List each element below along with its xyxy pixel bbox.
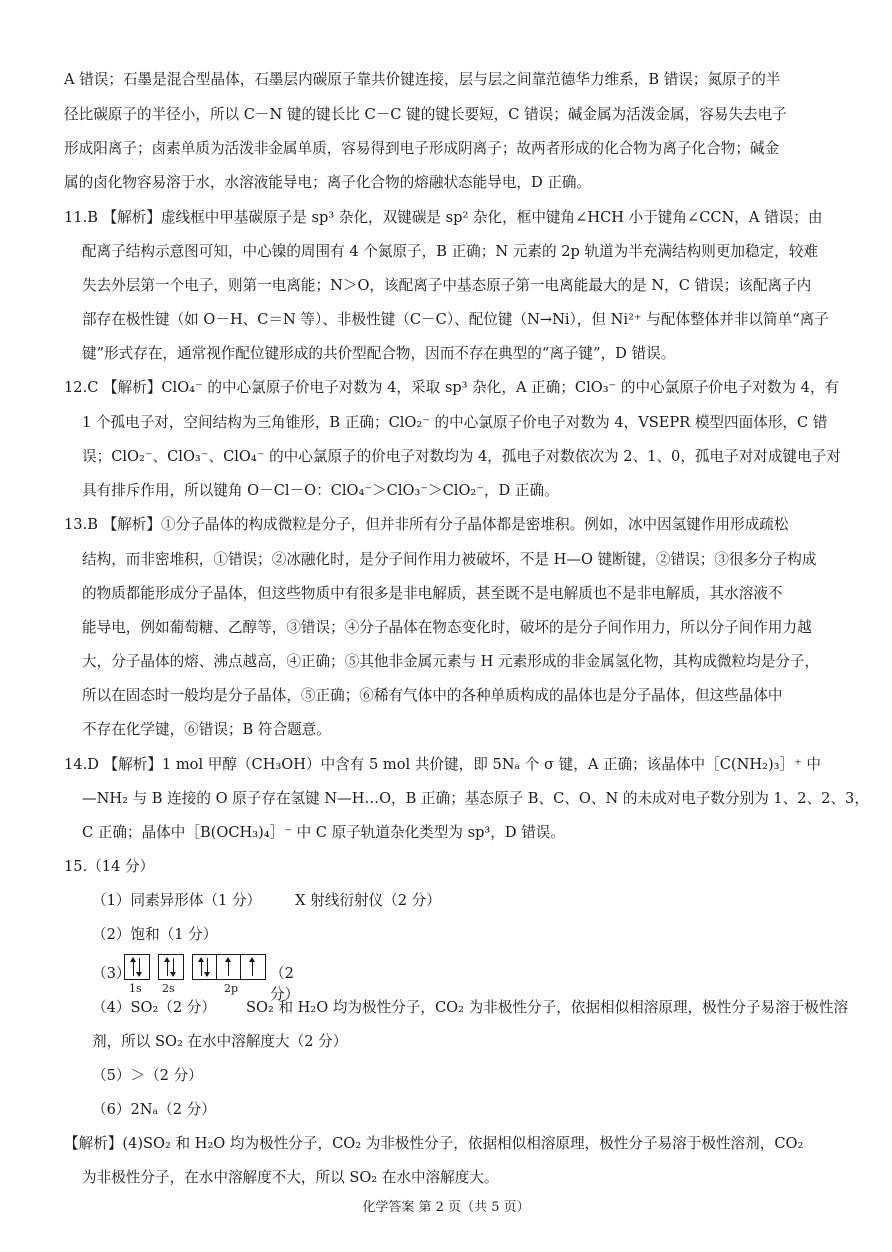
answer-4-continued: 剂，所以 SO₂ 在水中溶解度大（2 分） xyxy=(92,1033,348,1050)
text-line: 不存在化学键，⑥错误；B 符合题意。 xyxy=(82,721,331,738)
answer-1 xyxy=(92,891,441,911)
question-15-heading: 15.（14 分） xyxy=(64,858,155,875)
orbital-2s-box xyxy=(158,954,184,980)
spin-down-arrow xyxy=(139,958,140,976)
answer-6: （6）2Nₐ（2 分） xyxy=(92,1101,216,1118)
spin-down-arrow xyxy=(207,958,208,976)
text-line: 属的卤化物容易溶于水，水溶液能导电；离子化合物的熔融状态能导电，D 正确。 xyxy=(64,174,592,191)
text-line: 结构，而非密堆积，①错误；②冰融化时，是分子间作用力被破坏，不是 H—O 键断键，②错误；③很多分子构成 xyxy=(82,551,817,568)
text-line: 的物质都能形成分子晶体，但这些物质中有很多是非电解质，甚至既不是电解质也不是非电解质，其水溶液不 xyxy=(82,585,783,602)
answer-4 xyxy=(92,998,848,1018)
analysis-line: 【解析】(4)SO₂ 和 H₂O 均为极性分子，CO₂ 为非极性分子，依据相似相溶原理，极性分子易溶于极性溶剂，CO₂ xyxy=(64,1135,804,1152)
text-line: 所以在固态时一般均是分子晶体，⑤正确；⑥稀有气体中的各种单质构成的晶体也是分子晶体，但这些晶体中 xyxy=(82,687,783,704)
page-footer: 化学答案 第 2 页（共 5 页） xyxy=(362,1200,530,1215)
answer-2: （2）饱和（1 分） xyxy=(92,926,218,943)
spin-up-arrow xyxy=(167,958,168,976)
answer-5: （5）＞（2 分） xyxy=(92,1067,203,1084)
text-line: 误；ClO₂⁻、ClO₃⁻、ClO₄⁻ 的中心氯原子的价电子对数均为 4，孤电子对数依次为 2、1、0，孤电子对对成键电子对 xyxy=(82,448,841,465)
orbital-2p-box xyxy=(192,954,266,980)
spin-up-arrow xyxy=(201,958,202,976)
answer-4-left: （4）SO₂（2 分） xyxy=(92,999,216,1016)
orbital-label-2s: 2s xyxy=(162,982,175,995)
text-line: 大，分子晶体的熔、沸点越高，④正确；⑤其他非金属元素与 H 元素形成的非金属氢化物，其构成微粒均是分子， xyxy=(82,653,820,670)
question-13-line: 13.B 【解析】①分子晶体的构成微粒是分子，但并非所有分子晶体都是密堆积。例如，冰中因氢键作用形成疏松 xyxy=(64,516,789,533)
text-line: 部存在极性键（如 O－H、C＝N 等）、非极性键（C－C）、配位键（N→Ni），但 Ni²⁺ 与配体整体并非以简单“离子 xyxy=(82,311,829,328)
spin-up-arrow xyxy=(133,958,134,976)
text-line: —NH₂ 与 B 连接的 O 原子存在氢键 N—H…O，B 正确；基态原子 B、C、O、N 的未成对电子数分别为 1、2、2、3， xyxy=(82,790,869,807)
spin-up-arrow xyxy=(252,958,253,976)
answer-1-right: X 射线衍射仪（2 分） xyxy=(295,892,441,909)
answer-3-score: （2 分） xyxy=(270,965,300,1003)
text-line: C 正确；晶体中［B(OCH₃)₄］⁻ 中 C 原子轨道杂化类型为 sp³，D 错误。 xyxy=(82,824,565,841)
analysis-line: 为非极性分子，在水中溶解度不大，所以 SO₂ 在水中溶解度大。 xyxy=(82,1169,499,1186)
orbital-label-1s: 1s xyxy=(129,982,142,995)
orbital-1s-box xyxy=(124,954,150,980)
orbital-label-2p: 2p xyxy=(224,982,239,995)
text-line: 能导电，例如葡萄糖、乙醇等，③错误；④分子晶体在物态变化时，破坏的是分子间作用力，所以分子间作用力越 xyxy=(82,619,812,636)
text-line: 具有排斥作用，所以键角 O－Cl－O：ClO₄⁻＞ClO₃⁻＞ClO₂⁻，D 正确。 xyxy=(82,482,559,499)
text-line: 形成阳离子；卤素单质为活泼非金属单质，容易得到电子形成阴离子；故两者形成的化合物为离子化合物；碱金 xyxy=(64,140,780,157)
spin-up-arrow xyxy=(228,958,229,976)
answer-3-prefix: （3） xyxy=(92,965,131,982)
answer-1-left: （1）同素异形体（1 分） xyxy=(92,892,262,909)
text-line: A 错误；石墨是混合型晶体，石墨层内碳原子靠共价键连接，层与层之间靠范德华力维系，B 错误；氮原子的半 xyxy=(64,71,781,88)
question-14-line: 14.D 【解析】1 mol 甲醇（CH₃OH）中含有 5 mol 共价键，即 5Nₐ 个 σ 键，A 正确；该晶体中［C(NH₂)₃］⁺ 中 xyxy=(64,756,822,773)
spin-down-arrow xyxy=(173,958,174,976)
text-line: 径比碳原子的半径小，所以 C－N 键的键长比 C－C 键的键长要短，C 错误；碱金属为活泼金属，容易失去电子 xyxy=(64,106,787,123)
question-12-line: 12.C 【解析】ClO₄⁻ 的中心氯原子价电子对数为 4，采取 sp³ 杂化，A 正确；ClO₃⁻ 的中心氯原子价电子对数为 4，有 xyxy=(64,379,840,396)
text-line: 键”形式存在，通常视作配位键形成的共价型配合物，因而不存在典型的“离子键”，D 错误。 xyxy=(82,345,676,362)
text-line: 配离子结构示意图可知，中心镍的周围有 4 个氮原子，B 正确；N 元素的 2p 轨道为半充满结构则更加稳定，较难 xyxy=(82,243,818,260)
question-11-line: 11.B 【解析】虚线框中甲基碳原子是 sp³ 杂化，双键碳是 sp² 杂化，框中键角∠HCH 小于键角∠CCN，A 错误；由 xyxy=(64,209,823,226)
text-line: 1 个孤电子对，空间结构为三角锥形，B 正确；ClO₂⁻ 的中心氯原子价电子对数为 4，VSEPR 模型四面体形，C 错 xyxy=(82,414,828,431)
answer-4-right: SO₂ 和 H₂O 均为极性分子，CO₂ 为非极性分子，依据相似相溶原理，极性分子易溶于极性溶 xyxy=(246,999,849,1016)
text-line: 失去外层第一个电子，则第一电离能；N＞O，该配离子中基态原子第一电离能最大的是 N，C 错误；该配离子内 xyxy=(82,277,812,294)
